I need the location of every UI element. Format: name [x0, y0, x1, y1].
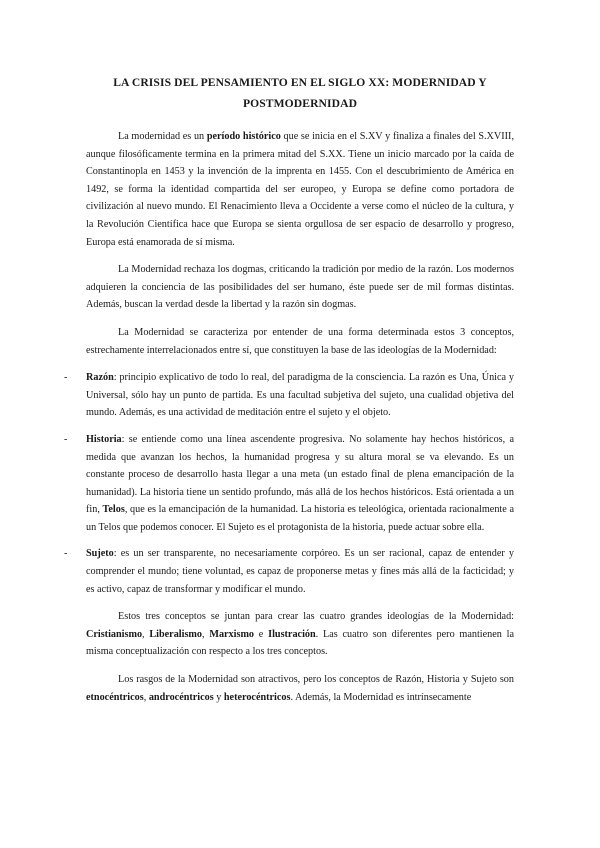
separator: e [254, 628, 269, 640]
paragraph-concepts-intro: La Modernidad se caracteriza por entender de una forma determinada estos 3 conceptos, estrechamente interrelacionados entre sí, que constituyen la base de las ideologías de la Modernidad: [86, 326, 514, 356]
list-item-text: : principio explicativo de todo lo real, del paradigma de la consciencia. La razón es Una, Única y Universal, sólo hay un punto de partida. Es una facultad subjetiva del sujeto, una cualidad objetiva del mundo. Además, es una actividad de meditación entre el sujeto y el objeto. [86, 372, 514, 419]
list-item-text: : se entiende como una línea ascendente progresiva. No solamente hay hechos históricos, a medida que avanzan los hechos, la humanidad progresa y su altura moral se va elevando. Es un constante proceso de desarrollo hasta llegar a una meta (un estado final de plena emancipación de la humanidad). La historia tiene un sentido profundo, más allá de los hechos históricos. Está orientada a un fin, [86, 433, 514, 516]
list-bullet: - [64, 433, 68, 445]
paragraph-text: La modernidad es un [118, 131, 207, 142]
bold-term: Marxismo [209, 628, 255, 640]
paragraph-text: que se inicia en el S.XV y finaliza a finales del S.XVIII, aunque filosóficamente termina en la primera mitad del S.XX. Tiene un inicio marcado por la caída de Constantinopla en 1453 y la invención de la imprenta en 1455. Con el descubrimiento de América en 1492, se forma la identidad compartida del ser europeo, y Europa se define como portadora de civilización al nuevo mundo. El Renacimiento lleva a Occidente a verse como el núcleo de la cultura, y la Revolución Científica hace que Europa se sienta orgullosa de ser espacio de desarrollo y progreso, Europa está enamorada de sí misma. [86, 131, 515, 248]
bold-term: Telos [102, 504, 125, 516]
paragraph-text: . Las cuatro son diferentes pero mantienen la misma conceptualización con respecto a los tres conceptos. [86, 628, 514, 658]
bold-term: Cristianismo [86, 628, 143, 640]
bold-term: heterocéntricos [223, 691, 291, 703]
bold-term: Ilustración [268, 628, 316, 640]
bold-term: período histórico [206, 131, 281, 142]
paragraph-dogmas: La Modernidad rechaza los dogmas, criticando la tradición por medio de la razón. Los modernos adquieren la conciencia de las posibilidades del ser humano, éste puede ser de mil formas distintas. Además, buscan la verdad desde la libertad y la razón sin dogmas. [86, 264, 514, 311]
separator: , [143, 691, 149, 703]
list-item-razon [64, 369, 514, 422]
list-item-historia [64, 431, 514, 537]
paragraph-text: Estos tres conceptos se juntan para crear las cuatro grandes ideologías de la Modernidad: [118, 611, 514, 623]
paragraph-intro [86, 128, 514, 251]
paragraph-text: . Además, la Modernidad es intrínsecamente [290, 691, 472, 703]
separator: , [202, 628, 210, 640]
paragraph-rasgos [86, 671, 514, 706]
list-item-text: , que es la emancipación de la humanidad. La historia es teleológica, orientada racionalmente a un Telos que podemos conocer. El Sujeto es el protagonista de la historia, puede actuar sobre ella. [86, 504, 514, 533]
list-bullet: - [64, 548, 68, 560]
concepts-list [64, 369, 514, 598]
paragraph-text: Los rasgos de la Modernidad son atractivos, pero los conceptos de Razón, Historia y Sujeto son [118, 674, 514, 686]
list-item-sujeto [64, 545, 514, 598]
separator: , [142, 628, 150, 640]
separator: y [213, 691, 224, 703]
paragraph-ideologies [86, 608, 514, 661]
bold-term: Historia [86, 433, 122, 445]
page-title: LA CRISIS DEL PENSAMIENTO EN EL SIGLO XX: MODERNIDAD Y POSTMODERNIDAD [113, 76, 487, 110]
bold-term: Razón [86, 372, 114, 384]
bold-term: Liberalismo [149, 628, 202, 640]
list-item-text: : es un ser transparente, no necesariamente corpóreo. Es un ser racional, capaz de entender y comprender el mundo; tiene voluntad, es capaz de proponerse metas y fines más allá de la facticidad; y es activo, capaz de transformar y modificar el mundo. [86, 548, 514, 595]
bold-term: etnocéntricos [86, 691, 144, 703]
bold-term: Sujeto [86, 548, 114, 560]
list-bullet: - [64, 372, 68, 384]
bold-term: androcéntricos [148, 691, 214, 703]
